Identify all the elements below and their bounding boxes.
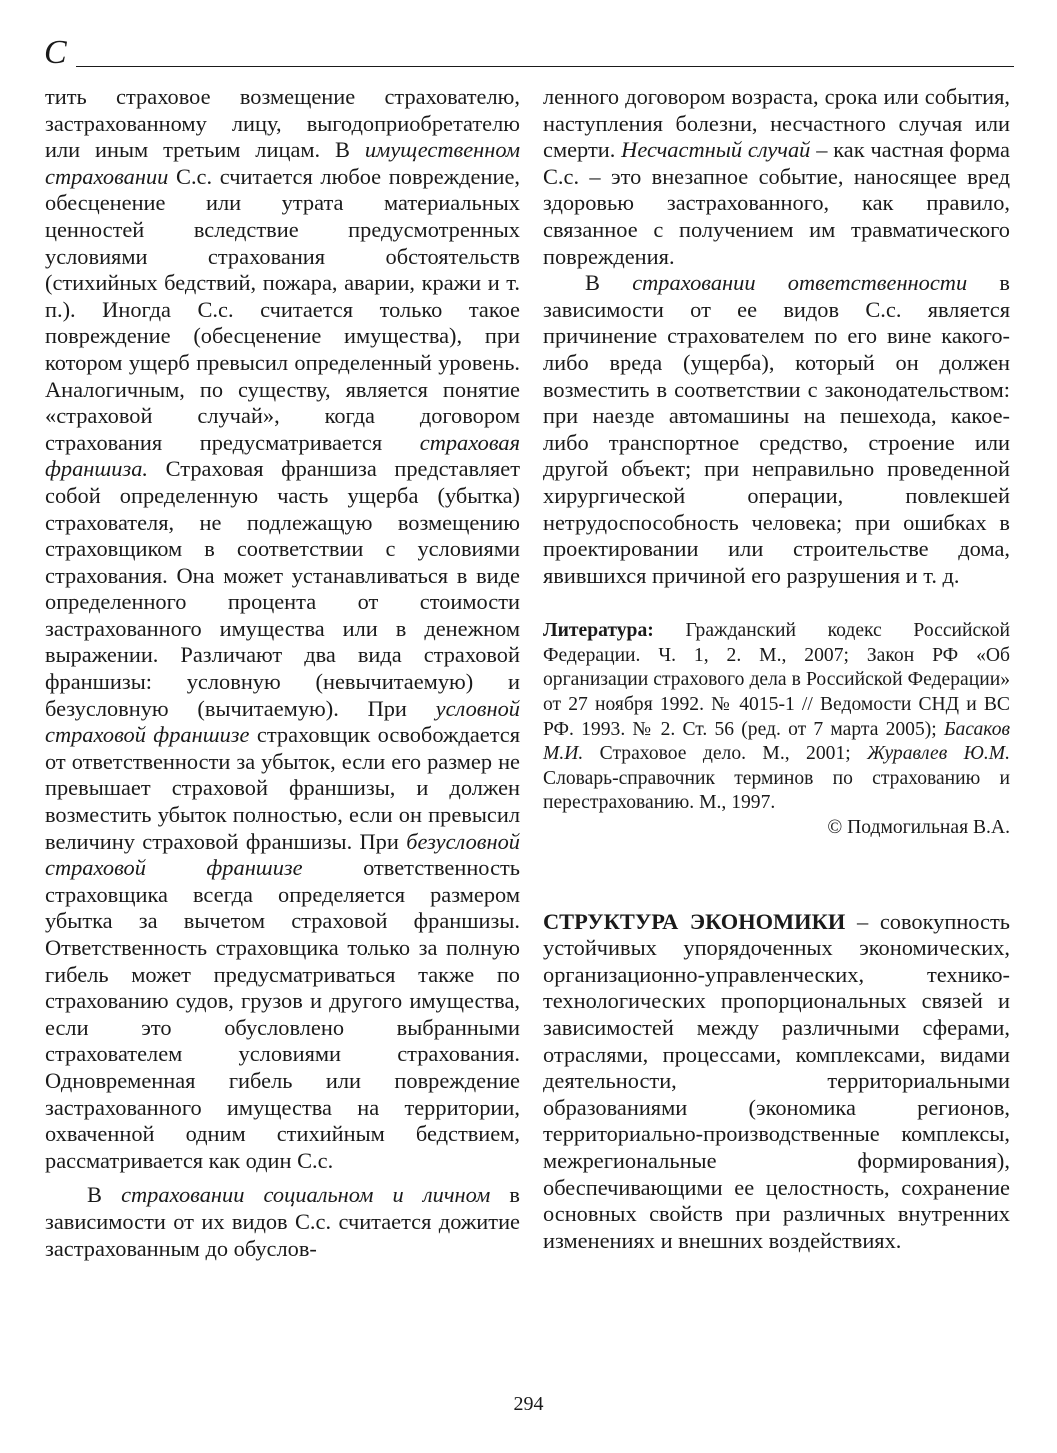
italic-term: Несчастный случай xyxy=(621,137,811,163)
right-column xyxy=(543,84,1010,1254)
entry-title: СТРУКТУРА ЭКОНОМИКИ xyxy=(543,908,846,934)
paragraph-social-insurance xyxy=(45,1182,520,1262)
text: С.с. считается любое повреждение, обесценение или утрата материальных ценностей вследствие предусмотренных условиями страхования обстоятельств (стихийных бедствий, пожара, аварии, кражи и т. п.). Иногда С.с. считается только такое повреждение (обесценение имущества), при котором ущерб превысил определенный уровень. Аналогичным, по существу, является понятие «страховой случай», когда договором страхования предусматривается xyxy=(45,163,520,455)
text: Страховая франшиза представляет собой определенную часть ущерба (убытка) страхователя, не подлежащую возмещению страховщиком в соответствии с условиями страхования. Она может устанавливаться в виде определенного процента от стоимости застрахованного имущества или в денежном выражении. Различают два вида страховой франшизы: условную (невычитаемую) и безусловную (вычитаемую). При xyxy=(45,456,520,721)
text: Страховое дело. М., 2001; xyxy=(583,743,868,765)
left-column xyxy=(45,84,520,1262)
entry-economy-structure xyxy=(543,909,1010,1255)
italic-term: страховании ответственности xyxy=(632,270,968,296)
text: ответственность страховщика всегда определяется размером убытка за вычетом страховой франшизы. Ответственность страховщика только за полную гибель может предусматриваться также по страхованию судов, грузов и другого имущества, если это обусловлено выбранными страхователем условиями страхования. Одновременная гибель или повреждение застрахованного имущества на территории, охваченной одним стихийным бедствием, рассматривается как один С.с. xyxy=(45,855,520,1173)
literature-label: Литература: xyxy=(543,620,654,642)
text: тить страховое возмещение страхователю, застрахованному лицу, выгодоприобретателю или иным третьим лицам. В xyxy=(45,84,520,163)
text: в зависимости от ее видов С.с. является причинение страхователем по его вине какого-либо вреда (ущерба), который он должен возместить в соответствии с законодательством: при наезде автомашины на пешехода, какое-либо транспортное средство, строение или другой объект; при неправильно проведенной хирургической операции, повлекшей нетрудоспособность человека; при ошибках в проектировании или строительстве дома, явившихся причиной его разрушения и т. д. xyxy=(543,270,1010,588)
text: В xyxy=(87,1182,122,1208)
italic-term: безусловной страховой франшизе xyxy=(45,828,520,881)
running-header xyxy=(44,36,1014,70)
text: ленного договором возраста, срока или события, наступления болезни, несчастного случая или смерти. xyxy=(543,84,1010,163)
italic-term: страховании социальном и личном xyxy=(121,1182,491,1208)
italic-author: Басаков М.И. xyxy=(543,718,1010,765)
text: – как частная форма С.с. – это внезапное событие, наносящее вред здоровью застрахованного, как правило, связанное с получением им травматического повреждения. xyxy=(543,137,1010,269)
text: в зависимости от их видов С.с. считается дожитие застрахованным до обуслов- xyxy=(45,1182,520,1261)
italic-term: имущественном страховании xyxy=(45,137,520,189)
italic-author: Журавлев Ю.М. xyxy=(867,743,1010,765)
paragraph-accident xyxy=(543,84,1010,270)
header-rule xyxy=(76,66,1014,67)
text: Словарь-справочник терминов по страхованию и перестрахованию. М., 1997. xyxy=(543,767,1010,814)
text: В xyxy=(585,270,633,296)
italic-term: условной страховой франшизе xyxy=(45,695,520,748)
paragraph-liability-insurance xyxy=(543,270,1010,589)
paragraph-property-insurance xyxy=(45,84,520,1174)
italic-term: страховая франшиза. xyxy=(45,429,520,482)
text: страховщик освобождается от ответственности за убыток, если его размер не превышает страховой франшизы, и должен возместить убыток полностью, если он превысил величину страховой франшизы. При xyxy=(45,722,520,854)
literature-block xyxy=(543,619,1010,816)
text: Гражданский кодекс Российской Федерации. Ч. 1, 2. М., 2007; Закон РФ «Об организации страхового дела в Российской Федерации» от 27 ноября 1992. № 4015-1 // Ведомости СНД и ВС РФ. 1993. № 2. Ст. 56 (ред. от 7 марта 2005); xyxy=(543,620,1010,740)
header-letter: С xyxy=(44,34,67,71)
text: – совокупность устойчивых упорядоченных экономических, организационно-управленческих, технико-технологических пропорциональных связей и зависимостей между различными сферами, отраслями, процессами, комплексами, видами деятельности, территориальными образованиями (экономика регионов, территориально-производственные комплексы, межрегиональные формирования), обеспечивающими ее целостность, сохранение основных свойств при различных внутренних изменениях и внешних воздействиях. xyxy=(543,908,1010,1253)
author-copyright: © Подмогильная В.А. xyxy=(827,817,1010,839)
page-number: 294 xyxy=(513,1393,544,1415)
